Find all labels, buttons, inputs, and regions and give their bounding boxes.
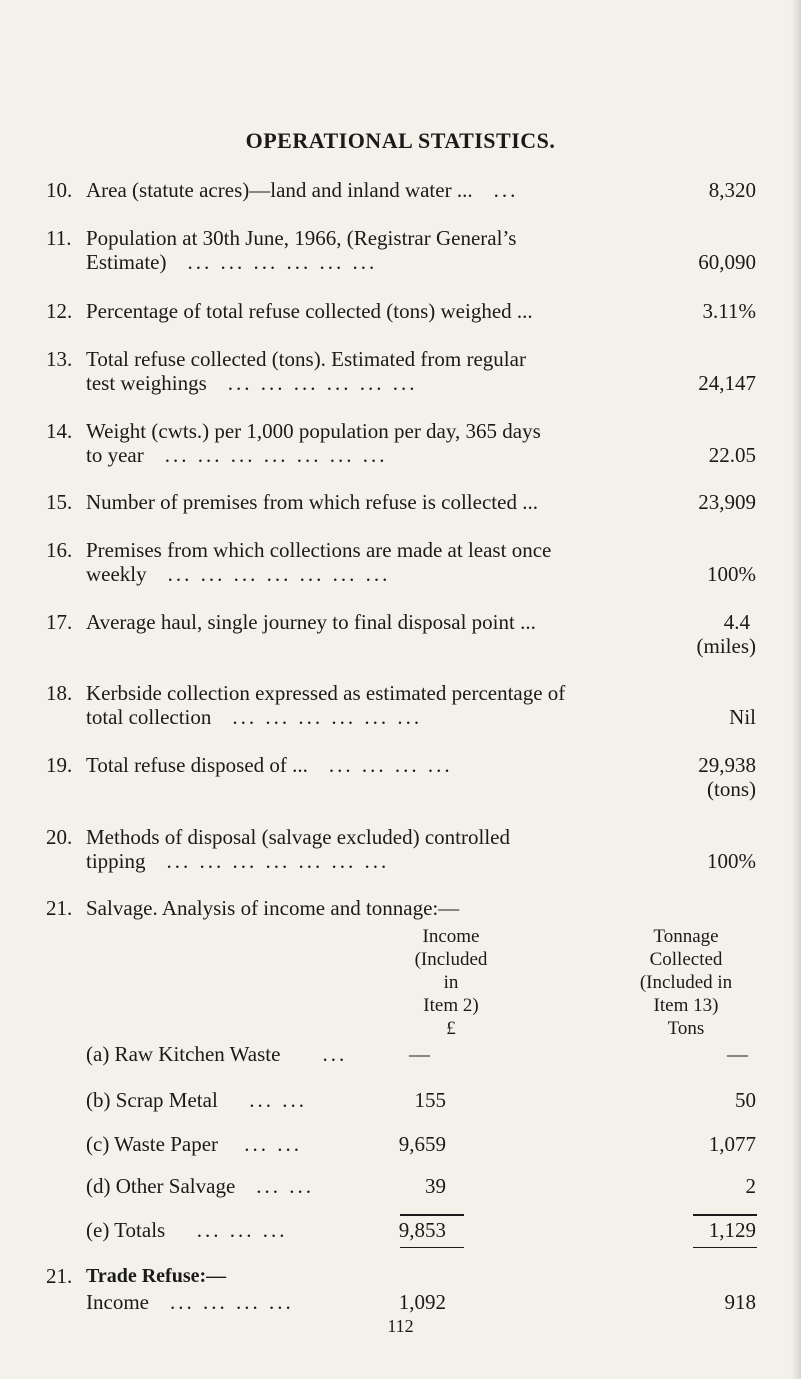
page-title: OPERATIONAL STATISTICS.: [245, 128, 556, 153]
income-total-rule-top: [400, 1214, 464, 1216]
item-number: 15.: [46, 490, 73, 514]
row-tons: 50: [735, 1088, 756, 1112]
row-tons: 2: [745, 1174, 756, 1198]
stat-item-12: [46, 299, 756, 325]
trade-refuse-heading-text: Trade Refuse:—: [86, 1265, 227, 1287]
item-number: 17.: [46, 610, 73, 634]
stat-item-14: [46, 419, 756, 471]
row-income: —: [409, 1042, 430, 1066]
row-label: (d) Other Salvage ... ...: [86, 1174, 315, 1198]
item-text: Population at 30th June, 1966, (Registrar General’s Estimate) ... ... ... ... ... ...: [86, 226, 517, 274]
stat-item-19: [46, 753, 756, 805]
income-total-rule-bottom: [400, 1247, 464, 1248]
row-label: (b) Scrap Metal ... ...: [86, 1088, 308, 1112]
stat-item-13: [46, 347, 756, 399]
item-value: 22.05: [708, 443, 756, 467]
item-text: Weight (cwts.) per 1,000 population per day, 365 days to year ... ... ... ... ... ... ...: [86, 419, 541, 467]
row-income: 9,659: [398, 1132, 446, 1156]
page-edge-shadow: [791, 0, 801, 1379]
item-number: 16.: [46, 538, 73, 562]
trade-refuse-heading: [46, 1264, 756, 1290]
item-value: 100%: [707, 849, 756, 873]
page-number: 112: [387, 1316, 414, 1336]
item-text: Number of premises from which refuse is collected ...: [86, 490, 538, 514]
item-number: 21.: [46, 1264, 73, 1288]
item-value: 100%: [707, 562, 756, 586]
item-number: 21.: [46, 896, 73, 920]
income-column-header: Income (Included in Item 2) £: [414, 926, 488, 1039]
row-label: (c) Waste Paper ... ...: [86, 1132, 303, 1156]
item-text: Average haul, single journey to final disposal point ...: [86, 610, 536, 634]
stat-item-11: [46, 226, 756, 278]
item-value: 60,090: [698, 250, 756, 274]
row-income: 155: [414, 1088, 446, 1112]
item-text: Percentage of total refuse collected (tons) weighed ...: [86, 299, 533, 323]
stat-item-20: [46, 825, 756, 877]
tonnage-column-header: Tonnage Collected (Included in Item 13) Tons: [639, 926, 733, 1039]
item-number: 20.: [46, 825, 73, 849]
item-number: 10.: [46, 178, 73, 202]
item-text: Methods of disposal (salvage excluded) controlled tipping ... ... ... ... ... ... ...: [86, 825, 510, 873]
row-tons: 918: [724, 1290, 756, 1314]
row-label: Income ... ... ... ...: [86, 1290, 294, 1314]
item-number: 14.: [46, 419, 73, 443]
item-unit: (tons): [707, 777, 756, 801]
row-income: 39: [425, 1174, 446, 1198]
row-income: 1,092: [398, 1290, 446, 1314]
item-value: 3.11%: [702, 299, 756, 323]
item-text: Total refuse disposed of ... ... ... ... ...: [86, 753, 453, 777]
item-value: 8,320: [708, 178, 756, 202]
stat-item-16: [46, 538, 756, 590]
salvage-heading: [46, 896, 756, 922]
item-value: 4.4: [723, 610, 750, 634]
row-tons: 1,129: [708, 1218, 756, 1242]
item-number: 12.: [46, 299, 73, 323]
stat-item-10: [46, 178, 756, 204]
tons-total-rule-bottom: [693, 1247, 757, 1248]
item-value: 29,938: [698, 753, 756, 777]
item-unit: (miles): [696, 634, 756, 658]
item-number: 19.: [46, 753, 73, 777]
tons-total-rule-top: [693, 1214, 757, 1216]
item-value: Nil: [729, 705, 756, 729]
item-text: Kerbside collection expressed as estimated percentage of total collection ... ... ... ... ... ...: [86, 681, 566, 729]
row-label: (e) Totals ... ... ...: [86, 1218, 288, 1242]
item-text: Total refuse collected (tons). Estimated from regular test weighings ... ... ... ... ... ...: [86, 347, 526, 395]
salvage-heading-text: Salvage. Analysis of income and tonnage:—: [86, 896, 460, 920]
stat-item-15: [46, 490, 756, 516]
item-value: 23,909: [698, 490, 756, 514]
item-value: 24,147: [698, 371, 756, 395]
stat-item-18: [46, 681, 756, 733]
item-text: Area (statute acres)—land and inland water ... ...: [86, 178, 519, 202]
stat-item-17: [46, 610, 756, 662]
row-tons: —: [727, 1042, 748, 1066]
item-number: 18.: [46, 681, 73, 705]
row-label: (a) Raw Kitchen Waste ...: [86, 1042, 348, 1066]
item-text: Premises from which collections are made at least once weekly ... ... ... ... ... ... ...: [86, 538, 552, 586]
item-number: 13.: [46, 347, 73, 371]
item-number: 11.: [46, 226, 72, 250]
row-income: 9,853: [398, 1218, 446, 1242]
row-tons: 1,077: [708, 1132, 756, 1156]
